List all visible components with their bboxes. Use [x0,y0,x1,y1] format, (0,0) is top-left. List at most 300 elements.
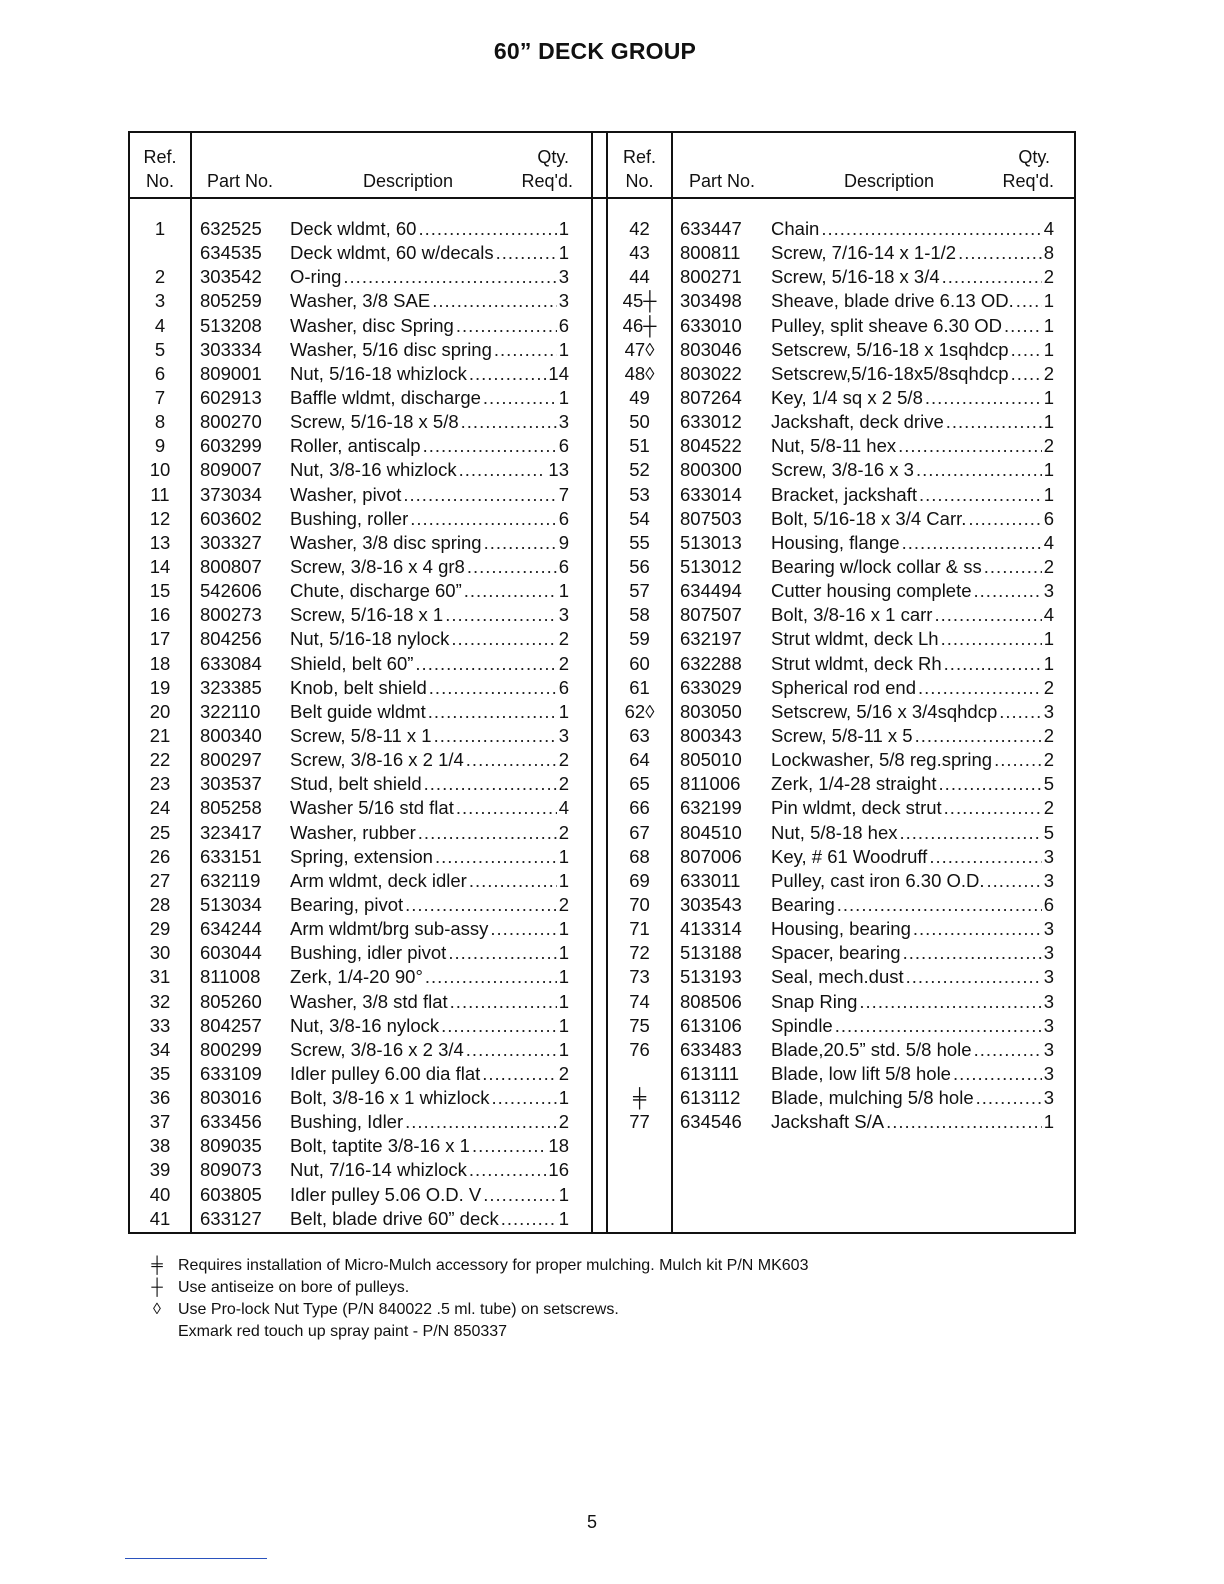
description-cell [290,627,569,651]
part-number: 811006 [680,773,741,795]
description-cell [771,748,1054,772]
part-description: Cutter housing complete [771,580,972,602]
description-cell [290,458,569,482]
ref-number: 35 [149,1062,171,1084]
description-cell [771,241,1054,265]
ref-number: 20 [149,700,171,722]
quantity: 3 [1043,1062,1054,1084]
part-description: Screw, 3/8-16 x 2 3/4 [290,1038,464,1060]
dot-leader [929,845,1041,869]
dot-leader [994,748,1042,772]
dot-leader [835,1014,1042,1038]
ref-number: 55 [629,531,650,553]
header-reqd: Req'd. [1002,171,1054,191]
part-description: Screw, 5/16-18 x 3/4 [771,266,940,288]
quantity: 2 [1043,724,1054,746]
description-cell [290,676,569,700]
dot-leader [944,652,1042,676]
ref-number: 58 [629,604,650,626]
part-number: 807006 [680,845,742,867]
ref-number: 22 [149,749,171,771]
part-number: 323385 [200,676,262,698]
part-number: 633151 [200,845,262,867]
ref-number: 29 [149,918,171,940]
part-description: Bolt, taptite 3/8-16 x 1 [290,1135,470,1157]
quantity: 1 [558,918,569,940]
page-number: 5 [586,1512,597,1532]
dot-leader [435,845,557,869]
part-description: Belt, blade drive 60” deck [290,1207,499,1229]
dot-leader [448,941,556,965]
ref-number: 49 [629,386,650,408]
footer-rule [125,1558,267,1559]
quantity: 1 [1043,459,1054,481]
description-cell [771,676,1054,700]
ref-number: 76 [629,1038,650,1060]
part-number: 803046 [680,338,742,360]
quantity: 2 [558,821,569,843]
description-cell [290,338,569,362]
footnote-symbol: ╪ [151,1257,163,1274]
dot-leader [405,893,557,917]
description-cell [290,1086,569,1110]
description-cell [771,217,1054,241]
dot-leader [405,1110,557,1134]
ref-number: 41 [149,1207,171,1229]
part-description: Washer, disc Spring [290,314,454,336]
description-cell [290,579,569,603]
quantity: 6 [1043,507,1054,529]
part-number: 804257 [200,1014,262,1036]
part-number: 804256 [200,628,262,650]
ref-number: 30 [149,942,171,964]
parts-table [128,131,1076,1234]
description-cell [771,1086,1054,1110]
ref-number: 70 [629,893,650,915]
dot-leader [415,652,556,676]
ref-number: 52 [629,459,650,481]
part-description: Washer, 3/8 SAE [290,290,431,312]
quantity: 1 [558,1207,569,1229]
dot-leader [958,241,1042,265]
quantity: 1 [558,845,569,867]
ref-number: 48◊ [624,362,655,384]
part-description: Chute, discharge 60” [290,580,462,602]
description-cell [771,893,1054,917]
quantity: 7 [558,483,569,505]
dot-leader [441,1014,557,1038]
ref-number: 42 [629,218,650,239]
part-number: 303542 [200,266,262,288]
description-cell [290,1158,569,1182]
part-description: Washer, 5/16 disc spring [290,338,492,360]
part-number: 513193 [680,966,742,988]
part-description: Nut, 5/16-18 whizlock [290,362,467,384]
part-number: 804510 [680,821,742,843]
quantity: 6 [558,676,569,698]
part-number: 513188 [680,942,742,964]
description-cell [290,772,569,796]
footnote-text: Use Pro-lock Nut Type (P/N 840022 .5 ml. tube) on setscrews. [178,1301,619,1318]
quantity: 3 [1043,1038,1054,1060]
description-cell [771,917,1054,941]
part-description: Idler pulley 6.00 dia flat [290,1062,481,1084]
part-description: Spindle [771,1014,833,1036]
header-part-no: Part No. [207,171,274,191]
dot-leader [916,458,1042,482]
ref-number: 57 [629,580,650,602]
dot-leader [418,821,557,845]
footnote-symbol: ┼ [151,1279,163,1296]
part-number: 632197 [680,628,742,650]
ref-number: 6 [154,362,166,384]
part-description: Bolt, 3/8-16 x 1 carr [771,604,933,626]
quantity: 4 [1043,604,1054,626]
description-cell [771,507,1054,531]
ref-number: 25 [149,821,171,843]
ref-number: 18 [149,652,171,674]
dot-leader [484,531,557,555]
quantity: 3 [1043,942,1054,964]
header-part-no: Part No. [689,171,756,191]
part-description: Bolt, 3/8-16 x 1 whizlock [290,1087,490,1109]
dot-leader [906,965,1042,989]
description-cell [290,1038,569,1062]
quantity: 1 [558,338,569,360]
part-description: Spacer, bearing [771,942,901,964]
quantity: 1 [558,942,569,964]
quantity: 1 [558,1038,569,1060]
ref-number: 15 [149,580,171,602]
quantity: 3 [1043,700,1054,722]
part-number: 513208 [200,314,262,336]
ref-number: 62◊ [624,700,655,722]
part-number: 800270 [200,411,262,433]
dot-leader [944,796,1042,820]
column-divider [671,133,673,1232]
dot-leader [450,990,557,1014]
dot-leader [946,410,1042,434]
header-qty: Qty. [1018,147,1050,167]
dot-leader [459,458,547,482]
part-number: 809001 [200,362,262,384]
description-cell [290,1207,569,1231]
part-number: 303498 [680,290,742,312]
part-description: Bolt, 5/16-18 x 3/4 Carr. [771,507,967,529]
ref-number: 72 [629,942,650,964]
part-number: 800299 [200,1038,262,1060]
dot-leader [410,507,556,531]
part-description: Washer 5/16 std flat [290,797,454,819]
header-ref: Ref. [143,147,177,167]
quantity: 2 [1043,362,1054,384]
description-cell [290,1183,569,1207]
quantity: 6 [558,507,569,529]
quantity: 3 [558,266,569,288]
dot-leader [494,338,557,362]
part-description: Jackshaft S/A [771,1111,885,1133]
part-description: Screw, 5/8-11 x 1 [290,724,432,746]
part-number: 632288 [680,652,742,674]
dot-leader [984,555,1042,579]
quantity: 3 [558,724,569,746]
description-cell [290,555,569,579]
part-description: Pulley, cast iron 6.30 O.D. [771,869,985,891]
description-cell [290,941,569,965]
quantity: 2 [558,773,569,795]
part-number: 800297 [200,749,262,771]
footnote-symbol: ◊ [153,1301,161,1318]
description-cell [290,217,569,241]
header-description: Description [363,171,454,191]
quantity: 3 [1043,869,1054,891]
dot-leader [466,748,557,772]
ref-number: 74 [629,990,650,1012]
footnote-text: Use antiseize on bore of pulleys. [178,1279,410,1296]
dot-leader [974,1038,1042,1062]
description-cell [290,821,569,845]
ref-number: 61 [629,676,650,698]
ref-number: 24 [149,797,171,819]
dot-leader [1004,314,1042,338]
part-description: Screw, 5/8-11 x 5 [771,724,913,746]
part-description: Chain [771,218,820,239]
part-description: Deck wldmt, 60 [290,218,417,239]
ref-number: 28 [149,893,171,915]
part-description: Deck wldmt, 60 w/decals [290,242,494,264]
quantity: 2 [558,628,569,650]
part-description: Bushing, roller [290,507,409,529]
quantity: 1 [1043,386,1054,408]
quantity: 5 [1043,821,1054,843]
part-description: Screw, 3/8-16 x 4 gr8 [290,555,465,577]
part-description: Bracket, jackshaft [771,483,918,505]
description-cell [771,603,1054,627]
quantity: 1 [1043,1111,1054,1133]
quantity: 1 [1043,652,1054,674]
ref-number: 32 [149,990,171,1012]
dot-leader [461,410,557,434]
quantity: 2 [558,749,569,771]
dot-leader [859,990,1041,1014]
ref-number: 37 [149,1111,171,1133]
description-cell [290,917,569,941]
part-description: Key, 1/4 sq x 2 5/8 [771,386,923,408]
part-number: 807503 [680,507,742,529]
description-cell [290,965,569,989]
ref-number: 38 [149,1135,171,1157]
part-number: 803022 [680,362,742,384]
description-cell [290,265,569,289]
description-cell [771,265,1054,289]
part-number: 513013 [680,531,742,553]
quantity: 2 [1043,749,1054,771]
part-number: 632119 [200,869,261,891]
dot-leader [821,217,1041,241]
ref-number: 77 [629,1111,650,1133]
dot-leader [939,772,1042,796]
footnote-text: Exmark red touch up spray paint - P/N 850337 [178,1323,508,1340]
description-cell [771,990,1054,1014]
part-number: 613111 [680,1062,739,1084]
dot-leader [423,434,557,458]
part-number: 373034 [200,483,262,505]
ref-number: 60 [629,652,650,674]
ref-number: 13 [149,531,171,553]
dot-leader [490,917,556,941]
part-number: 513034 [200,893,262,915]
dot-leader [469,1158,547,1182]
quantity: 2 [558,1111,569,1133]
part-description: Snap Ring [771,990,858,1012]
part-description: Bushing, idler pivot [290,942,447,964]
dot-leader [491,1086,556,1110]
part-number: 603602 [200,507,262,529]
ref-number: 26 [149,845,171,867]
description-cell [771,796,1054,820]
quantity: 2 [1043,266,1054,288]
quantity: 3 [1043,580,1054,602]
description-cell [771,1110,1054,1134]
part-number: 800271 [680,266,742,288]
part-description: Bearing w/lock collar & ss [771,555,982,577]
part-number: 613112 [680,1087,741,1109]
ref-number: 5 [154,338,166,360]
quantity: 1 [1043,314,1054,336]
part-description: Housing, bearing [771,918,911,940]
part-description: Pin wldmt, deck strut [771,797,942,819]
part-description: Setscrew, 5/16 x 3/4sqhdcp [771,700,998,722]
quantity: 3 [1043,1014,1054,1036]
quantity: 2 [1043,797,1054,819]
description-cell [771,289,1054,313]
part-number: 634535 [200,242,262,264]
quantity: 1 [558,1087,569,1109]
quantity: 2 [558,1062,569,1084]
ref-number: 21 [149,724,171,746]
ref-number: 50 [629,411,650,433]
ref-number: 71 [629,918,650,940]
part-number: 805260 [200,990,262,1012]
description-cell [771,579,1054,603]
description-cell [290,1062,569,1086]
part-number: 602913 [200,386,262,408]
quantity: 1 [1043,483,1054,505]
part-number: 303543 [680,893,742,915]
quantity: 16 [548,1159,569,1181]
quantity: 1 [1043,338,1054,360]
part-number: 811008 [200,966,261,988]
dot-leader [456,314,557,338]
ref-number: 40 [149,1183,171,1205]
dot-leader [464,579,557,603]
description-cell [771,1014,1054,1038]
dot-leader [934,603,1041,627]
part-description: Zerk, 1/4-28 straight [771,773,937,795]
quantity: 2 [1043,676,1054,698]
description-cell [290,845,569,869]
ref-number: 2 [154,266,166,288]
dot-leader [445,603,556,627]
quantity: 2 [558,652,569,674]
quantity: 3 [558,290,569,312]
part-number: 303334 [200,338,262,360]
ref-number: 36 [149,1087,171,1109]
part-number: 807507 [680,604,742,626]
part-description: Belt guide wldmt [290,700,426,722]
quantity: 2 [1043,555,1054,577]
part-description: Arm wldmt, deck idler [290,869,467,891]
part-description: Bearing, pivot [290,893,404,915]
description-cell [771,845,1054,869]
quantity: 1 [1043,411,1054,433]
quantity: 3 [1043,966,1054,988]
ref-number: 64 [629,749,650,771]
ref-number: 65 [629,773,650,795]
part-description: Screw, 7/16-14 x 1-1/2 [771,242,957,264]
part-number: 800811 [680,242,741,264]
quantity: 1 [558,700,569,722]
part-description: Shield, belt 60” [290,652,414,674]
description-cell [290,289,569,313]
description-cell [290,990,569,1014]
part-description: Nut, 7/16-14 whizlock [290,1159,467,1181]
description-cell [771,941,1054,965]
ref-number: 11 [150,483,170,505]
ref-number: 63 [629,724,650,746]
description-cell [290,700,569,724]
ref-number: 8 [154,411,166,433]
dot-leader [425,965,557,989]
part-number: 805258 [200,797,262,819]
quantity: 1 [558,242,569,264]
part-number: 809007 [200,459,262,481]
description-cell [771,386,1054,410]
description-cell [771,1062,1054,1086]
part-description: Baffle wldmt, discharge [290,386,481,408]
dot-leader [837,893,1042,917]
part-description: Bearing [771,893,835,915]
quantity: 1 [1043,628,1054,650]
description-cell [771,821,1054,845]
dot-leader [456,796,557,820]
part-description: Washer, pivot [290,483,402,505]
dot-leader [424,772,557,796]
ref-number: 1 [154,218,166,239]
ref-number: ╪ [632,1087,647,1109]
dot-leader [483,386,557,410]
ref-number: 10 [149,459,171,481]
dot-leader [1011,362,1042,386]
ref-number: 19 [149,676,171,698]
dot-leader [987,869,1042,893]
description-cell [771,869,1054,893]
header-ref: Ref. [622,147,656,167]
dot-leader [1016,289,1042,313]
dot-leader [501,1207,557,1231]
description-cell [290,434,569,458]
ref-number: 54 [629,507,650,529]
quantity: 1 [1043,290,1054,312]
description-cell [771,772,1054,796]
quantity: 6 [558,555,569,577]
description-cell [290,796,569,820]
quantity: 6 [1043,893,1054,915]
part-number: 633084 [200,652,262,674]
dot-leader [403,483,556,507]
ref-number: 4 [154,314,166,336]
part-number: 633127 [200,1207,262,1229]
